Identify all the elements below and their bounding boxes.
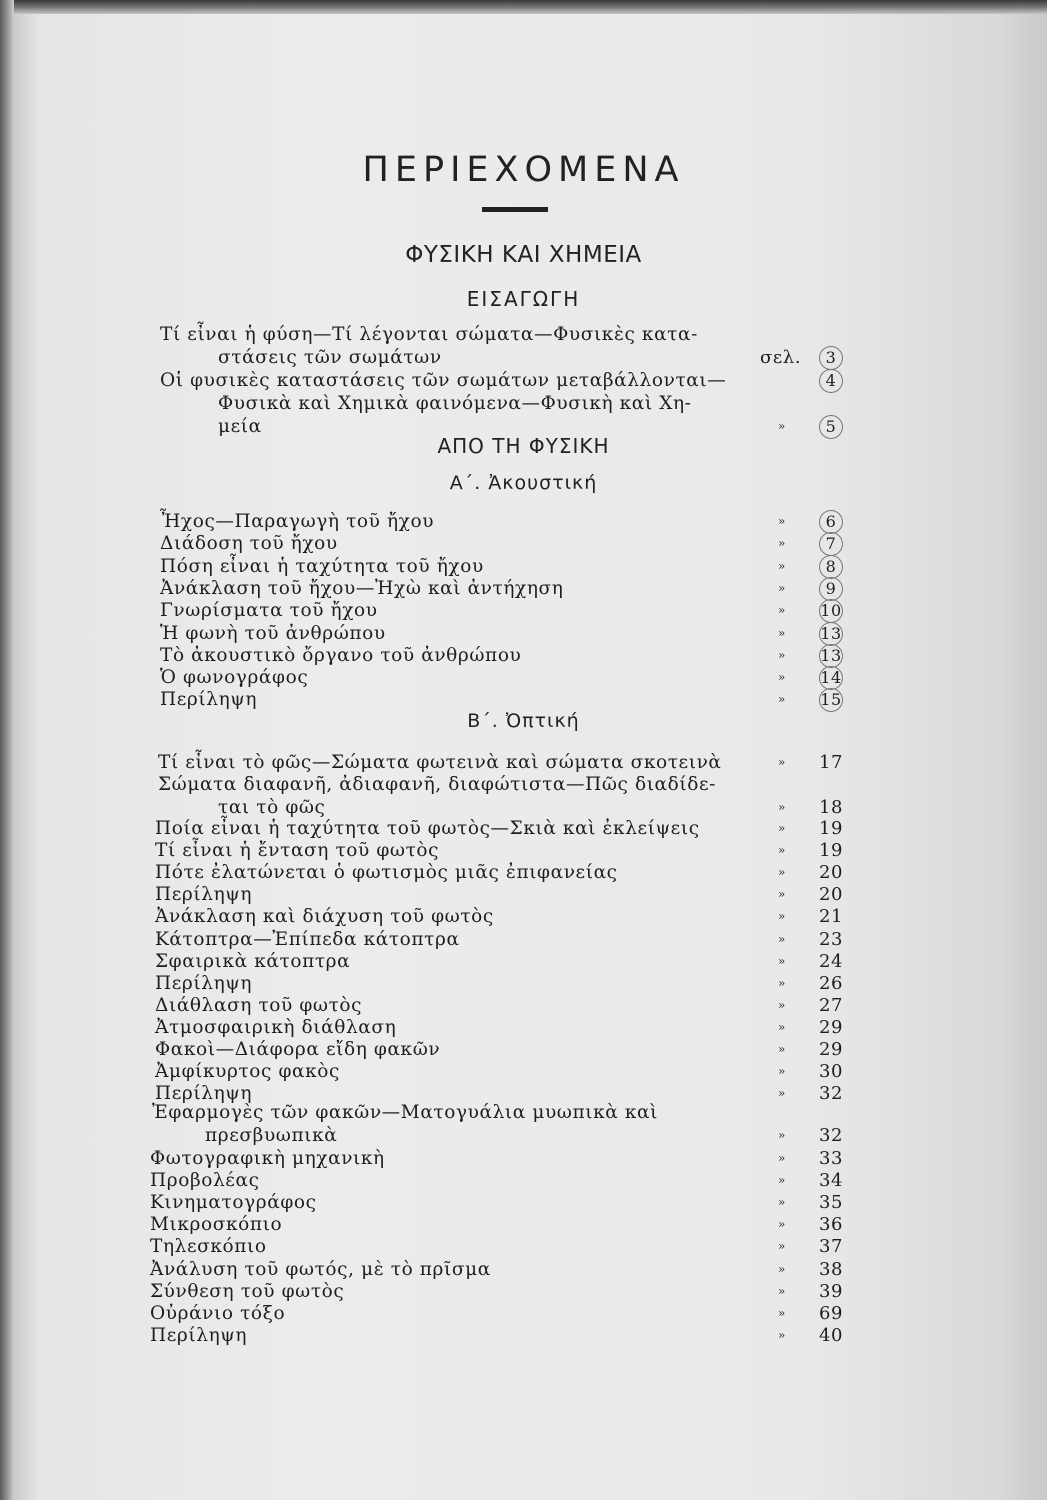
ditto-mark: » bbox=[778, 1195, 786, 1210]
toc-entry-intro-2-cont bbox=[0, 392, 1047, 415]
toc-page-number: 39 bbox=[818, 1280, 844, 1302]
toc-entry bbox=[0, 1324, 1047, 1347]
toc-page-number: 29 bbox=[818, 1016, 844, 1038]
toc-entry bbox=[0, 883, 1047, 906]
toc-entry-text: Μικροσκόπιο bbox=[150, 1214, 283, 1236]
page-abbrev: σελ. bbox=[760, 347, 802, 368]
toc-entry bbox=[0, 1016, 1047, 1039]
toc-entry-intro-2 bbox=[0, 369, 1047, 392]
toc-entry-text: Οἱ φυσικὲς καταστάσεις τῶν σωμάτων μεταβάλλονται— bbox=[160, 370, 727, 391]
toc-page-number: 38 bbox=[818, 1258, 844, 1280]
toc-page-number: 14 bbox=[812, 666, 850, 690]
ditto-mark: » bbox=[778, 843, 786, 858]
toc-page-number: 4 bbox=[812, 369, 850, 393]
section-heading-acoustics: Α΄. Ἀκουστική bbox=[449, 472, 598, 494]
toc-entry-text: Περίληψη bbox=[155, 972, 253, 994]
toc-page-number: 20 bbox=[818, 862, 844, 884]
toc-page-number: 37 bbox=[818, 1236, 844, 1258]
ditto-mark: » bbox=[778, 821, 786, 835]
toc-page-number: 33 bbox=[818, 1148, 844, 1169]
ditto-mark: » bbox=[778, 997, 786, 1012]
ditto-mark: » bbox=[778, 800, 786, 814]
toc-entry bbox=[0, 644, 1047, 667]
toc-entry-text: Τηλεσκόπιο bbox=[150, 1236, 267, 1258]
toc-entry-text: Τί εἶναι ἡ φύση—Τί λέγονται σώματα—Φυσικὲς κατα- bbox=[160, 324, 698, 345]
title-rule bbox=[482, 207, 548, 212]
ditto-mark: » bbox=[778, 670, 786, 685]
ditto-mark: » bbox=[778, 1151, 786, 1165]
toc-page-number: 21 bbox=[818, 906, 844, 928]
toc-entry bbox=[0, 1235, 1047, 1258]
toc-entry-text: Ὁ φωνογράφος bbox=[160, 667, 309, 689]
section-heading-optics: Β΄. Ὀπτική bbox=[467, 710, 580, 732]
book-subtitle: ΦΥΣΙΚΗ ΚΑΙ ΧΗΜΕΙΑ bbox=[405, 242, 642, 268]
toc-entry-optics-light bbox=[0, 751, 1047, 774]
toc-entry bbox=[0, 972, 1047, 995]
toc-page-number: 10 bbox=[812, 599, 850, 623]
toc-entry-text: Περίληψη bbox=[155, 1083, 253, 1105]
toc-entry bbox=[0, 950, 1047, 973]
toc-entry-text: Ποία εἶναι ἡ ταχύτητα τοῦ φωτὸς—Σκιὰ καὶ ἐκλείψεις bbox=[155, 818, 700, 839]
ditto-mark: » bbox=[778, 865, 786, 880]
toc-entry bbox=[0, 1060, 1047, 1083]
ditto-mark: » bbox=[778, 514, 786, 528]
toc-entry-text: Προβολέας bbox=[150, 1170, 260, 1192]
toc-entry-intro-1 bbox=[0, 323, 1047, 346]
part-heading: ΑΠΟ ΤΗ ΦΥΣΙΚΗ bbox=[437, 434, 610, 458]
ditto-mark: » bbox=[778, 909, 786, 924]
toc-entry-optics-transparent bbox=[0, 773, 1047, 796]
toc-page-number: 34 bbox=[818, 1170, 844, 1192]
toc-entry-text: Κάτοπτρα—Ἐπίπεδα κάτοπτρα bbox=[155, 928, 460, 950]
toc-page-number: 24 bbox=[818, 950, 844, 972]
toc-page-number: 23 bbox=[818, 928, 844, 950]
toc-page-number: 26 bbox=[818, 972, 844, 994]
toc-entry-text: Γνωρίσματα τοῦ ἤχου bbox=[160, 600, 378, 622]
toc-entry bbox=[0, 1169, 1047, 1192]
toc-page-number: 20 bbox=[818, 884, 844, 906]
toc-page-number: 8 bbox=[812, 555, 850, 579]
toc-entry bbox=[0, 1302, 1047, 1325]
toc-entry-text: Ἀμφίκυρτος φακὸς bbox=[155, 1061, 340, 1083]
ditto-mark: » bbox=[778, 953, 786, 968]
toc-entry bbox=[0, 532, 1047, 555]
toc-page-number: 13 bbox=[812, 622, 850, 646]
toc-entry-text: Ἀνάλυση τοῦ φωτός, μὲ τὸ πρῖσμα bbox=[150, 1258, 491, 1280]
toc-entry-text: Σύνθεση τοῦ φωτὸς bbox=[150, 1280, 345, 1302]
ditto-mark: » bbox=[778, 625, 786, 640]
toc-entry-text: Τί εἶναι τὸ φῶς—Σώματα φωτεινὰ καὶ σώματα σκοτεινὰ bbox=[158, 752, 722, 773]
toc-page-number: 19 bbox=[818, 818, 844, 839]
toc-entry-text: Οὐράνιο τόξο bbox=[150, 1302, 286, 1324]
toc-entry bbox=[0, 1191, 1047, 1214]
page-title: ΠΕΡΙΕΧΟΜΕΝΑ bbox=[362, 150, 685, 190]
ditto-mark: » bbox=[778, 1086, 786, 1101]
toc-page-number: 27 bbox=[818, 994, 844, 1016]
toc-entry bbox=[0, 994, 1047, 1017]
ditto-mark: » bbox=[778, 975, 786, 990]
toc-entry-text: Ἦχος—Παραγωγὴ τοῦ ἤχου bbox=[160, 511, 435, 532]
toc-entry bbox=[0, 555, 1047, 578]
toc-entry-text: Φυσικὰ καὶ Χημικὰ φαινόμενα—Φυσικὴ καὶ Χη- bbox=[218, 393, 692, 414]
toc-entry bbox=[0, 599, 1047, 622]
toc-entry bbox=[0, 928, 1047, 951]
toc-page-number: 13 bbox=[812, 644, 850, 668]
ditto-mark: » bbox=[778, 1239, 786, 1254]
toc-entry-text: Περίληψη bbox=[150, 1324, 248, 1346]
toc-entry-text: Διάδοση τοῦ ἤχου bbox=[160, 533, 338, 555]
toc-entry-text: Πότε ἐλατώνεται ὁ φωτισμὸς μιᾶς ἐπιφανείας bbox=[155, 862, 618, 884]
toc-entry-text: Τί εἶναι ἡ ἔνταση τοῦ φωτὸς bbox=[155, 840, 440, 862]
toc-entry bbox=[0, 905, 1047, 928]
ditto-mark: » bbox=[778, 755, 786, 769]
toc-page-number: 69 bbox=[818, 1302, 844, 1324]
toc-entry-text: Ἀνάκλαση καὶ διάχυση τοῦ φωτὸς bbox=[155, 906, 494, 928]
toc-entry-text: Περίληψη bbox=[160, 689, 258, 711]
toc-page-number: 29 bbox=[818, 1039, 844, 1060]
toc-entry bbox=[0, 622, 1047, 645]
toc-entry-text: Κινηματογράφος bbox=[150, 1192, 317, 1214]
toc-page-number: 19 bbox=[818, 840, 844, 862]
toc-entry bbox=[0, 666, 1047, 689]
toc-entry-text: μεία bbox=[218, 416, 262, 437]
toc-page-number: 32 bbox=[818, 1083, 844, 1105]
toc-entry bbox=[0, 688, 1047, 711]
ditto-mark: » bbox=[778, 1217, 786, 1232]
intro-heading: ΕΙΣΑΓΩΓΗ bbox=[466, 287, 581, 311]
toc-entry-optics-transparent-cont bbox=[0, 796, 1047, 819]
toc-entry-text: Φωτογραφικὴ μηχανικὴ bbox=[150, 1148, 385, 1169]
ditto-mark: » bbox=[778, 1128, 786, 1142]
toc-entry-text: Περίληψη bbox=[155, 884, 253, 906]
ditto-mark: » bbox=[778, 1019, 786, 1034]
toc-page-number: 15 bbox=[812, 688, 850, 712]
ditto-mark: » bbox=[778, 1305, 786, 1320]
toc-page-number: 7 bbox=[812, 532, 850, 556]
toc-page-number: 40 bbox=[818, 1324, 844, 1346]
toc-entry bbox=[0, 1258, 1047, 1281]
ditto-mark: » bbox=[778, 558, 786, 573]
toc-page-number: 18 bbox=[818, 797, 844, 818]
ditto-mark: » bbox=[778, 580, 786, 595]
toc-entry-text: στάσεις τῶν σωμάτων bbox=[218, 347, 442, 368]
ditto-mark: » bbox=[778, 1064, 786, 1079]
toc-page-number: 17 bbox=[818, 752, 844, 773]
toc-page-number: 36 bbox=[818, 1214, 844, 1236]
ditto-mark: » bbox=[778, 1261, 786, 1276]
ditto-mark: » bbox=[778, 1327, 786, 1342]
toc-entry-text: Φακοὶ—Διάφορα εἴδη φακῶν bbox=[155, 1039, 441, 1060]
ditto-mark: » bbox=[778, 887, 786, 902]
toc-entry-text: Σφαιρικὰ κάτοπτρα bbox=[155, 950, 351, 972]
toc-entry-text: ται τὸ φῶς bbox=[218, 797, 326, 818]
ditto-mark: » bbox=[778, 603, 786, 618]
ditto-mark: » bbox=[778, 1042, 786, 1056]
toc-entry bbox=[0, 817, 1047, 840]
toc-entry bbox=[0, 1280, 1047, 1303]
toc-entry-text: Πόση εἶναι ἡ ταχύτητα τοῦ ἤχου bbox=[160, 555, 484, 577]
ditto-mark: » bbox=[778, 647, 786, 662]
toc-entry-text: Ἀτμοσφαιρικὴ διάθλαση bbox=[155, 1016, 397, 1038]
toc-entry-text: πρεσβυωπικὰ bbox=[205, 1125, 338, 1146]
toc-entry bbox=[0, 1038, 1047, 1061]
ditto-mark: » bbox=[778, 536, 786, 551]
toc-entry bbox=[0, 1147, 1047, 1170]
toc-entry-text: Τὸ ἀκουστικὸ ὄργανο τοῦ ἀνθρώπου bbox=[160, 644, 522, 666]
ditto-mark: » bbox=[778, 419, 786, 433]
ditto-mark: » bbox=[778, 1173, 786, 1188]
toc-entry bbox=[0, 1213, 1047, 1236]
toc-entry-optics-lenses-cont bbox=[0, 1124, 1047, 1147]
ditto-mark: » bbox=[778, 1283, 786, 1298]
toc-entry-text: Διάθλαση τοῦ φωτὸς bbox=[155, 994, 363, 1016]
toc-entry-text: Ἀνάκλαση τοῦ ἤχου—Ἠχὼ καὶ ἀντήχηση bbox=[160, 577, 564, 599]
page-top-edge bbox=[0, 0, 1047, 14]
ditto-mark: » bbox=[778, 931, 786, 946]
toc-page-number: 35 bbox=[818, 1192, 844, 1214]
toc-page-number: 9 bbox=[812, 577, 850, 601]
toc-page-number: 6 bbox=[812, 510, 850, 534]
toc-entry-text: Σώματα διαφανῆ, ἀδιαφανῆ, διαφώτιστα—Πῶς διαδίδε- bbox=[158, 774, 717, 795]
toc-page-number: 3 bbox=[812, 346, 850, 370]
toc-entry bbox=[0, 839, 1047, 862]
toc-entry-text: Ἡ φωνὴ τοῦ ἀνθρώπου bbox=[160, 622, 386, 644]
toc-page-number: 32 bbox=[818, 1125, 844, 1146]
ditto-mark: » bbox=[778, 692, 786, 707]
toc-entry bbox=[0, 861, 1047, 884]
toc-entry-text: Ἐφαρμογὲς τῶν φακῶν—Ματογυάλια μυωπικὰ καὶ bbox=[152, 1102, 658, 1123]
toc-entry bbox=[0, 510, 1047, 533]
toc-entry bbox=[0, 577, 1047, 600]
toc-entry-optics-lenses bbox=[0, 1101, 1047, 1124]
toc-entry-intro-1-cont bbox=[0, 346, 1047, 369]
toc-page-number: 5 bbox=[812, 415, 850, 439]
toc-page-number: 30 bbox=[818, 1061, 844, 1083]
